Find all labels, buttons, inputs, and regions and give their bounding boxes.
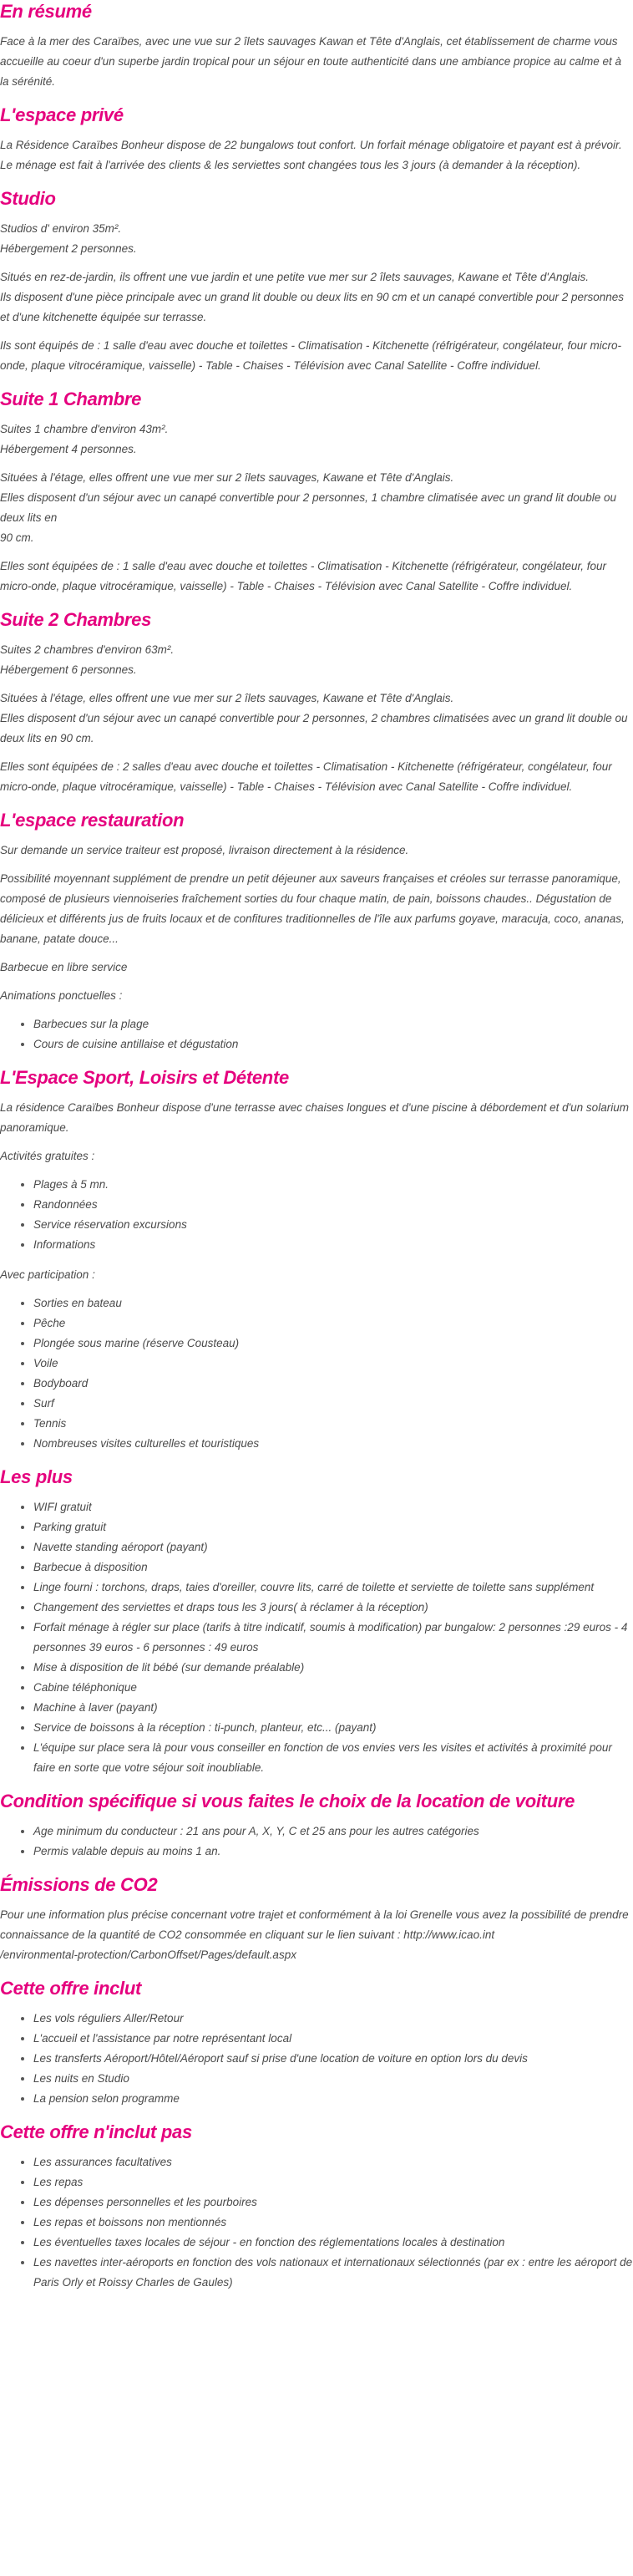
list-item: • L'accueil et l'assistance par notre représentant local	[33, 2029, 633, 2049]
list-item: • Les vols réguliers Aller/Retour	[33, 2009, 633, 2029]
list-item: • Changement des serviettes et draps tous les 3 jours( à réclamer à la réception)	[33, 1598, 633, 1618]
list-item: • Age minimum du conducteur : 21 ans pour A, X, Y, C et 25 ans pour les autres catégories	[33, 1821, 633, 1842]
list-item: • Navette standing aéroport (payant)	[33, 1537, 633, 1557]
paragraph	[0, 1905, 633, 1965]
list-item: • La pension selon programme	[33, 2089, 633, 2109]
text-line: Hébergement 4 personnes.	[0, 443, 137, 455]
text-line: /environmental-protection/CarbonOffset/Pages/default.aspx	[0, 1949, 296, 1961]
paragraph	[0, 1146, 633, 1166]
list-item: • Les repas et boissons non mentionnés	[33, 2213, 633, 2233]
list-item: • Mise à disposition de lit bébé (sur demande préalable)	[33, 1658, 633, 1678]
section-heading: Condition spécifique si vous faites le choix de la location de voiture	[0, 1791, 575, 1811]
text-line: Elles sont équipées de : 1 salle d'eau avec douche et toilettes - Climatisation - Kitchenette (réfrigérateur, congélateur, four micro-onde, plaque vitrocéramique, vaisselle) - Table - Chaises - Télévision avec Canal Satellite - Coffre individuel.	[0, 560, 606, 592]
list-item: • Bodyboard	[33, 1374, 633, 1394]
text-line: Situés en rez-de-jardin, ils offrent une vue jardin et une petite vue mer sur 2 îlets sauvages, Kawane et Tête d'Anglais.	[0, 271, 589, 283]
section-heading: Suite 2 Chambres	[0, 609, 152, 630]
list-item: • Les éventuelles taxes locales de séjour - en fonction des réglementations locales à destination	[33, 2233, 633, 2253]
list-item: • Les assurances facultatives	[33, 2152, 633, 2172]
text-line: Activités gratuites :	[0, 1150, 95, 1162]
section-studio	[0, 187, 633, 376]
text-line: Animations ponctuelles :	[0, 989, 123, 1002]
list-item: • Plages à 5 mn.	[33, 1175, 633, 1195]
text-line: La Résidence Caraïbes Bonheur dispose de 22 bungalows tout confort. Un forfait ménage obligatoire et payant est à prévoir. Le ménage est fait à l'arrivée des clients & les serviettes sont changées tous les 3 jours (à demander à la réception).	[0, 139, 622, 171]
text-line: Elles disposent d'un séjour avec un canapé convertible pour 2 personnes, 2 chambres climatisées avec un grand lit double ou deux lits en 90 cm.	[0, 712, 628, 744]
text-line: Hébergement 6 personnes.	[0, 663, 137, 676]
section-l-espace-prive	[0, 104, 633, 175]
section-l-espace-sport-loisirs-et-detente	[0, 1066, 633, 1454]
text-line: Sur demande un service traiteur est proposé, livraison directement à la résidence.	[0, 844, 409, 856]
list-item: • L'équipe sur place sera là pour vous conseiller en fonction de vos envies vers les visites et activités à proximité pour faire en sorte que votre séjour soit inoubliable.	[33, 1738, 633, 1778]
section-l-espace-restauration	[0, 809, 633, 1054]
list-item: • Surf	[33, 1394, 633, 1414]
text-line: Ils disposent d'une pièce principale avec un grand lit double ou deux lits en 90 cm et un canapé convertible pour 2 personnes et d'une kitchenette équipée sur terrasse.	[0, 291, 625, 323]
list-item: • Les repas	[33, 2172, 633, 2192]
list-item: • Permis valable depuis au moins 1 an.	[33, 1842, 633, 1862]
bullet-list	[0, 1014, 633, 1054]
paragraph	[0, 640, 633, 680]
text-line: Possibilité moyennant supplément de prendre un petit déjeuner aux saveurs françaises et créoles sur terrasse panoramique, composé de plusieurs viennoiseries fraîchement sorties du four chaque matin, de pain, boissons chaudes.. Dégustation de délicieux et différents jus de fruits locaux et de confitures traditionnelles de l'île aux parfums goyave, maracuja, coco, ananas, banane, patate douce...	[0, 872, 625, 945]
text-line: Suites 1 chambre d'environ 43m².	[0, 423, 169, 435]
list-item: • Randonnées	[33, 1195, 633, 1215]
list-item: • Les navettes inter-aéroports en fonction des vols nationaux et internationaux sélectionnés (par ex : entre les aéroport de Paris Orly et Roissy Charles de Gaules)	[33, 2253, 633, 2293]
list-item: • Plongée sous marine (réserve Cousteau)	[33, 1334, 633, 1354]
paragraph	[0, 419, 633, 460]
section-suite-1-chambre	[0, 388, 633, 597]
text-line: La résidence Caraïbes Bonheur dispose d'une terrasse avec chaises longues et d'une piscine à débordement et d'un solarium panoramique.	[0, 1101, 629, 1134]
list-item: • Machine à laver (payant)	[33, 1698, 633, 1718]
text-line: Pour une information plus précise concernant votre trajet et conformément à la loi Grenelle vous avez la possibilité de prendre connaissance de la quantité de CO2 consommée en cliquant sur le lien suivant : http://www.icao.int	[0, 1908, 629, 1941]
text-line: Studios d' environ 35m².	[0, 222, 122, 235]
paragraph	[0, 32, 633, 92]
text-line: Barbecue en libre service	[0, 961, 128, 973]
section-heading: Cette offre inclut	[0, 1978, 141, 1999]
paragraph	[0, 841, 633, 861]
section-heading: Les plus	[0, 1466, 73, 1487]
list-item: • Parking gratuit	[33, 1517, 633, 1537]
section-emissions-de-co2	[0, 1873, 633, 1965]
section-en-resume	[0, 0, 633, 92]
paragraph	[0, 1098, 633, 1138]
paragraph	[0, 556, 633, 597]
list-item: • Les dépenses personnelles et les pourboires	[33, 2192, 633, 2213]
list-item: • Cours de cuisine antillaise et dégustation	[33, 1034, 633, 1054]
list-item: • Tennis	[33, 1414, 633, 1434]
section-heading: L'Espace Sport, Loisirs et Détente	[0, 1067, 289, 1088]
section-heading: Cette offre n'inclut pas	[0, 2121, 192, 2142]
text-line: Situées à l'étage, elles offrent une vue mer sur 2 îlets sauvages, Kawane et Tête d'Anglais.	[0, 471, 454, 484]
section-cette-offre-inclut	[0, 1977, 633, 2109]
list-item: • Barbecues sur la plage	[33, 1014, 633, 1034]
paragraph	[0, 219, 633, 259]
bullet-list	[0, 2009, 633, 2109]
section-cette-offre-n-inclut-pas	[0, 2121, 633, 2293]
section-heading: L'espace privé	[0, 104, 124, 125]
list-item: • WIFI gratuit	[33, 1497, 633, 1517]
list-item: • Sorties en bateau	[33, 1293, 633, 1313]
list-item: • Service réservation excursions	[33, 1215, 633, 1235]
list-item: • Linge fourni : torchons, draps, taies d'oreiller, couvre lits, carré de toilette et serviette de toilette sans supplément	[33, 1578, 633, 1598]
section-heading: En résumé	[0, 1, 92, 22]
list-item: • Service de boissons à la réception : ti-punch, planteur, etc... (payant)	[33, 1718, 633, 1738]
list-item: • Barbecue à disposition	[33, 1557, 633, 1578]
section-heading: Suite 1 Chambre	[0, 389, 142, 409]
list-item: • Voile	[33, 1354, 633, 1374]
text-line: Hébergement 2 personnes.	[0, 242, 137, 255]
paragraph	[0, 869, 633, 949]
bullet-list	[0, 2152, 633, 2293]
section-condition-specifique-si-vous-faites-le-choix-de-la-location-de-voiture	[0, 1790, 633, 1862]
list-item: • Forfait ménage à régler sur place (tarifs à titre indicatif, soumis à modification) par bungalow: 2 personnes :29 euros - 4 personnes 39 euros - 6 personnes : 49 euros	[33, 1618, 633, 1658]
list-item: • Les nuits en Studio	[33, 2069, 633, 2089]
text-line: Elles disposent d'un séjour avec un canapé convertible pour 2 personnes, 1 chambre climatisée avec un grand lit double ou deux lits en	[0, 491, 617, 524]
bullet-list	[0, 1497, 633, 1778]
paragraph	[0, 958, 633, 978]
text-line: Elles sont équipées de : 2 salles d'eau avec douche et toilettes - Climatisation - Kitchenette (réfrigérateur, congélateur, four micro-onde, plaque vitrocéramique, vaisselle) - Table - Chaises - Télévision avec Canal Satellite - Coffre individuel.	[0, 760, 612, 793]
paragraph	[0, 468, 633, 548]
list-item: • Cabine téléphonique	[33, 1678, 633, 1698]
paragraph	[0, 135, 633, 175]
bullet-list	[0, 1821, 633, 1862]
bullet-list	[0, 1293, 633, 1454]
list-item: • Les transferts Aéroport/Hôtel/Aéroport sauf si prise d'une location de voiture en option lors du devis	[33, 2049, 633, 2069]
section-les-plus	[0, 1466, 633, 1778]
text-line: Situées à l'étage, elles offrent une vue mer sur 2 îlets sauvages, Kawane et Tête d'Anglais.	[0, 692, 454, 704]
bullet-list	[0, 1175, 633, 1255]
section-heading: Studio	[0, 188, 56, 209]
paragraph	[0, 757, 633, 797]
list-item: • Nombreuses visites culturelles et touristiques	[33, 1434, 633, 1454]
list-item: • Pêche	[33, 1313, 633, 1334]
text-line: Ils sont équipés de : 1 salle d'eau avec douche et toilettes - Climatisation - Kitchenette (réfrigérateur, congélateur, four micro-onde, plaque vitrocéramique, vaisselle) - Table - Chaises - Télévision avec Canal Satellite - Coffre individuel.	[0, 339, 621, 372]
section-suite-2-chambres	[0, 608, 633, 797]
paragraph	[0, 1265, 633, 1285]
paragraph	[0, 336, 633, 376]
paragraph	[0, 267, 633, 328]
paragraph	[0, 688, 633, 749]
text-line: 90 cm.	[0, 531, 34, 544]
text-line: Face à la mer des Caraïbes, avec une vue sur 2 îlets sauvages Kawan et Tête d'Anglais, cet établissement de charme vous accueille au coeur d'un superbe jardin tropical pour un séjour en toute authenticité dans une ambiance propice au calme et à la sérénité.	[0, 35, 622, 88]
section-heading: L'espace restauration	[0, 810, 185, 831]
section-heading: Émissions de CO2	[0, 1874, 158, 1895]
text-line: Avec participation :	[0, 1268, 95, 1281]
list-item: • Informations	[33, 1235, 633, 1255]
text-line: Suites 2 chambres d'environ 63m².	[0, 643, 175, 656]
paragraph	[0, 986, 633, 1006]
